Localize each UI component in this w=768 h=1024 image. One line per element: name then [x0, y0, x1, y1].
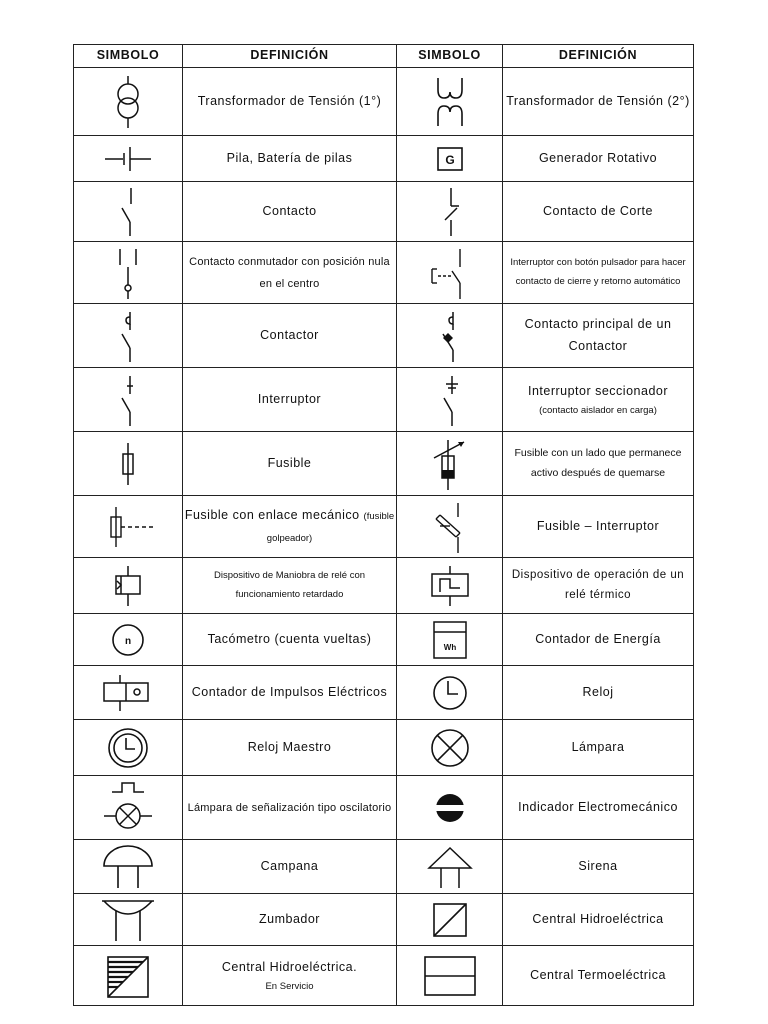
lamp-icon: [426, 726, 474, 770]
table-row: [74, 496, 694, 558]
fuse-active-side-icon: [428, 436, 472, 492]
definition-subtext: En Servicio: [265, 980, 314, 992]
table-row: [74, 68, 694, 136]
symbol-cell: [74, 946, 183, 1006]
generator-label: G: [444, 152, 455, 167]
definition-subtext: (contacto aislador en carga): [539, 404, 657, 416]
symbol-cell: [74, 496, 183, 558]
definition-cell: Zumbador: [183, 894, 397, 946]
table-row: [74, 136, 694, 182]
table-header-row: [74, 45, 694, 68]
definition-cell: Central Hidroeléctrica: [503, 894, 694, 946]
table-row: [74, 242, 694, 304]
definition-cell: Interruptor: [183, 368, 397, 432]
buzzer-icon: [98, 897, 158, 943]
fuse-switch-icon: [428, 499, 472, 555]
tachometer-icon: [108, 620, 148, 660]
disconnector-switch-icon: [435, 372, 465, 428]
energy-meter-label: Wh: [443, 642, 456, 652]
definition-cell: Contador de Impulsos Eléctricos: [183, 666, 397, 720]
pulse-counter-icon: [100, 673, 156, 713]
definition-cell: Contactor: [183, 304, 397, 368]
symbol-cell: [74, 840, 183, 894]
definition-cell: Lámpara de señalización tipo oscilatorio: [183, 776, 397, 840]
definition-cell: Fusible – Interruptor: [503, 496, 694, 558]
definition-cell: Contacto: [183, 182, 397, 242]
rotary-generator-icon: [435, 145, 465, 173]
symbol-cell: [397, 558, 503, 614]
table-row: [74, 946, 694, 1006]
energy-meter-icon: [430, 618, 470, 662]
definition-text: Central Hidroeléctrica.: [221, 960, 358, 975]
symbol-cell: [74, 304, 183, 368]
push-button-switch-icon: [426, 245, 474, 301]
bell-icon: [100, 844, 156, 890]
symbol-cell: [397, 614, 503, 666]
header-definition-right: DEFINICIÓN: [503, 45, 694, 68]
symbol-cell: [397, 894, 503, 946]
definition-cell: Sirena: [503, 840, 694, 894]
symbol-cell: [397, 432, 503, 496]
fuse-mechanical-link-icon: [98, 505, 158, 549]
header-definition-left: DEFINICIÓN: [183, 45, 397, 68]
definition-cell: Fusible: [183, 432, 397, 496]
symbol-cell: [397, 720, 503, 776]
table-row: [74, 840, 694, 894]
definition-cell: Contacto de Corte: [503, 182, 694, 242]
symbol-cell: [397, 840, 503, 894]
symbol-cell: [397, 136, 503, 182]
symbol-cell: [74, 182, 183, 242]
symbol-cell: [74, 894, 183, 946]
clock-icon: [430, 673, 470, 713]
definition-cell: Central Termoeléctrica: [503, 946, 694, 1006]
symbol-cell: [397, 776, 503, 840]
symbol-table-page: [73, 44, 693, 1000]
symbol-cell: [397, 304, 503, 368]
definition-cell: Reloj: [503, 666, 694, 720]
hydroelectric-plant-in-service-icon: [103, 952, 153, 1000]
definition-subtext: (fusible golpeador): [266, 511, 395, 544]
definition-cell: Transformador de Tensión (2°): [503, 68, 694, 136]
table-row: [74, 776, 694, 840]
table-row: [74, 614, 694, 666]
oscillating-signal-lamp-icon: [98, 780, 158, 836]
voltage-transformer-1-icon: [108, 74, 148, 130]
contactor-icon: [113, 308, 143, 364]
symbol-cell: [397, 368, 503, 432]
electromechanical-indicator-icon: [430, 788, 470, 828]
main-contactor-contact-icon: [435, 308, 465, 364]
table-row: [74, 432, 694, 496]
electrical-symbols-table: [73, 44, 694, 1006]
symbol-cell: [74, 432, 183, 496]
symbol-cell: [397, 496, 503, 558]
switch-icon: [113, 372, 143, 428]
definition-cell: Reloj Maestro: [183, 720, 397, 776]
definition-cell: Generador Rotativo: [503, 136, 694, 182]
changeover-contact-icon: [110, 245, 146, 301]
definition-cell: Interruptor con botón pulsador para hacer contacto de cierre y retorno automático: [503, 242, 694, 304]
voltage-transformer-2-icon: [430, 74, 470, 130]
table-row: [74, 304, 694, 368]
symbol-cell: [74, 614, 183, 666]
battery-icon: [103, 144, 153, 174]
symbol-cell: [74, 666, 183, 720]
symbol-cell: [397, 946, 503, 1006]
header-symbol-left: SIMBOLO: [74, 45, 183, 68]
hydroelectric-plant-icon: [430, 900, 470, 940]
master-clock-icon: [104, 726, 152, 770]
definition-cell: [503, 368, 694, 432]
definition-cell: Indicador Electromecánico: [503, 776, 694, 840]
symbol-cell: [74, 558, 183, 614]
delayed-relay-icon: [108, 564, 148, 608]
definition-cell: Pila, Batería de pilas: [183, 136, 397, 182]
definition-cell: Campana: [183, 840, 397, 894]
definition-cell: Fusible con un lado que permanece activo después de quemarse: [503, 432, 694, 496]
definition-cell: Contacto conmutador con posición nula en el centro: [183, 242, 397, 304]
symbol-cell: [74, 720, 183, 776]
symbol-cell: [74, 136, 183, 182]
definition-cell: Lámpara: [503, 720, 694, 776]
header-symbol-right: SIMBOLO: [397, 45, 503, 68]
siren-icon: [425, 844, 475, 890]
symbol-cell: [74, 776, 183, 840]
thermal-relay-icon: [425, 564, 475, 608]
definition-cell: Contador de Energía: [503, 614, 694, 666]
definition-cell: Transformador de Tensión (1°): [183, 68, 397, 136]
definition-cell: Contacto principal de un Contactor: [503, 304, 694, 368]
table-row: [74, 368, 694, 432]
definition-cell: [183, 946, 397, 1006]
symbol-cell: [397, 242, 503, 304]
fuse-icon: [113, 439, 143, 489]
thermoelectric-plant-icon: [421, 953, 479, 999]
definition-cell: Dispositivo de Maniobra de relé con funcionamiento retardado: [183, 558, 397, 614]
table-row: [74, 182, 694, 242]
definition-cell: [183, 496, 397, 558]
symbol-cell: [397, 68, 503, 136]
tachometer-label: n: [124, 635, 132, 647]
symbol-cell: [397, 666, 503, 720]
table-row: [74, 894, 694, 946]
symbol-cell: [74, 368, 183, 432]
definition-text: Fusible con enlace mecánico: [184, 508, 360, 523]
definition-cell: Tacómetro (cuenta vueltas): [183, 614, 397, 666]
table-row: [74, 558, 694, 614]
table-row: [74, 720, 694, 776]
break-contact-icon: [435, 186, 465, 238]
table-row: [74, 666, 694, 720]
definition-text: Interruptor seccionador: [527, 384, 669, 399]
symbol-cell: [74, 242, 183, 304]
definition-cell: Dispositivo de operación de un relé térmico: [503, 558, 694, 614]
symbol-cell: [397, 182, 503, 242]
symbol-cell: [74, 68, 183, 136]
contact-icon: [113, 186, 143, 238]
